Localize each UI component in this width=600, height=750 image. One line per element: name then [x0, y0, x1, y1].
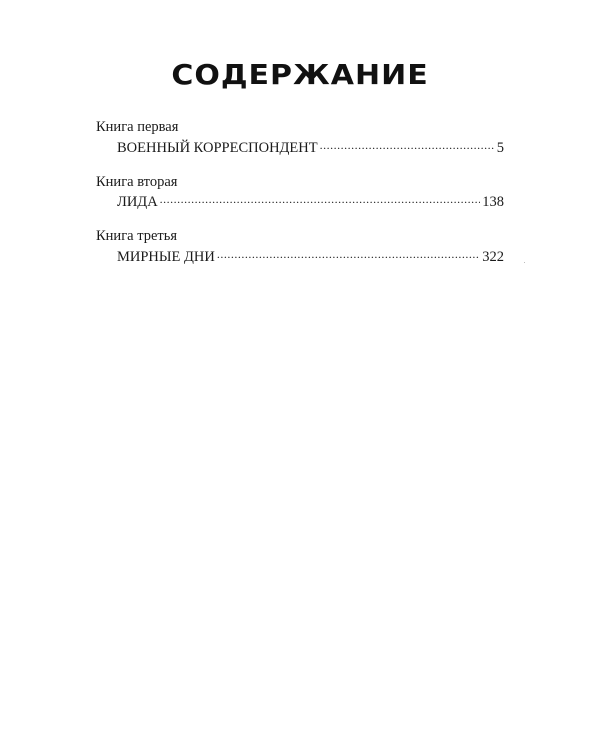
entry-title: ЛИДА	[117, 194, 158, 210]
page-number: 138	[482, 194, 504, 210]
page-number: 322	[482, 248, 504, 265]
book-label: Книга вторая	[96, 173, 178, 190]
toc-entry[interactable]	[96, 137, 504, 158]
dot-leader	[160, 192, 481, 207]
book-label: Книга первая	[96, 119, 179, 135]
dot-leader	[217, 246, 480, 261]
page-title: СОДЕРЖАНИЕ	[171, 59, 429, 92]
toc-entry[interactable]	[96, 192, 504, 213]
book-label: Книга третья	[96, 228, 178, 244]
toc-book-3	[96, 227, 504, 267]
scan-speck	[524, 262, 525, 263]
toc-book-2	[96, 173, 504, 213]
entry-title: ВОЕННЫЙ КОРРЕСПОНДЕНТ	[117, 139, 318, 156]
toc-entry[interactable]	[96, 246, 504, 267]
toc-book-1	[96, 118, 504, 158]
dot-leader	[320, 137, 495, 152]
page-number: 5	[496, 139, 504, 156]
entry-title: МИРНЫЕ ДНИ	[117, 248, 215, 265]
table-of-contents	[96, 118, 504, 282]
